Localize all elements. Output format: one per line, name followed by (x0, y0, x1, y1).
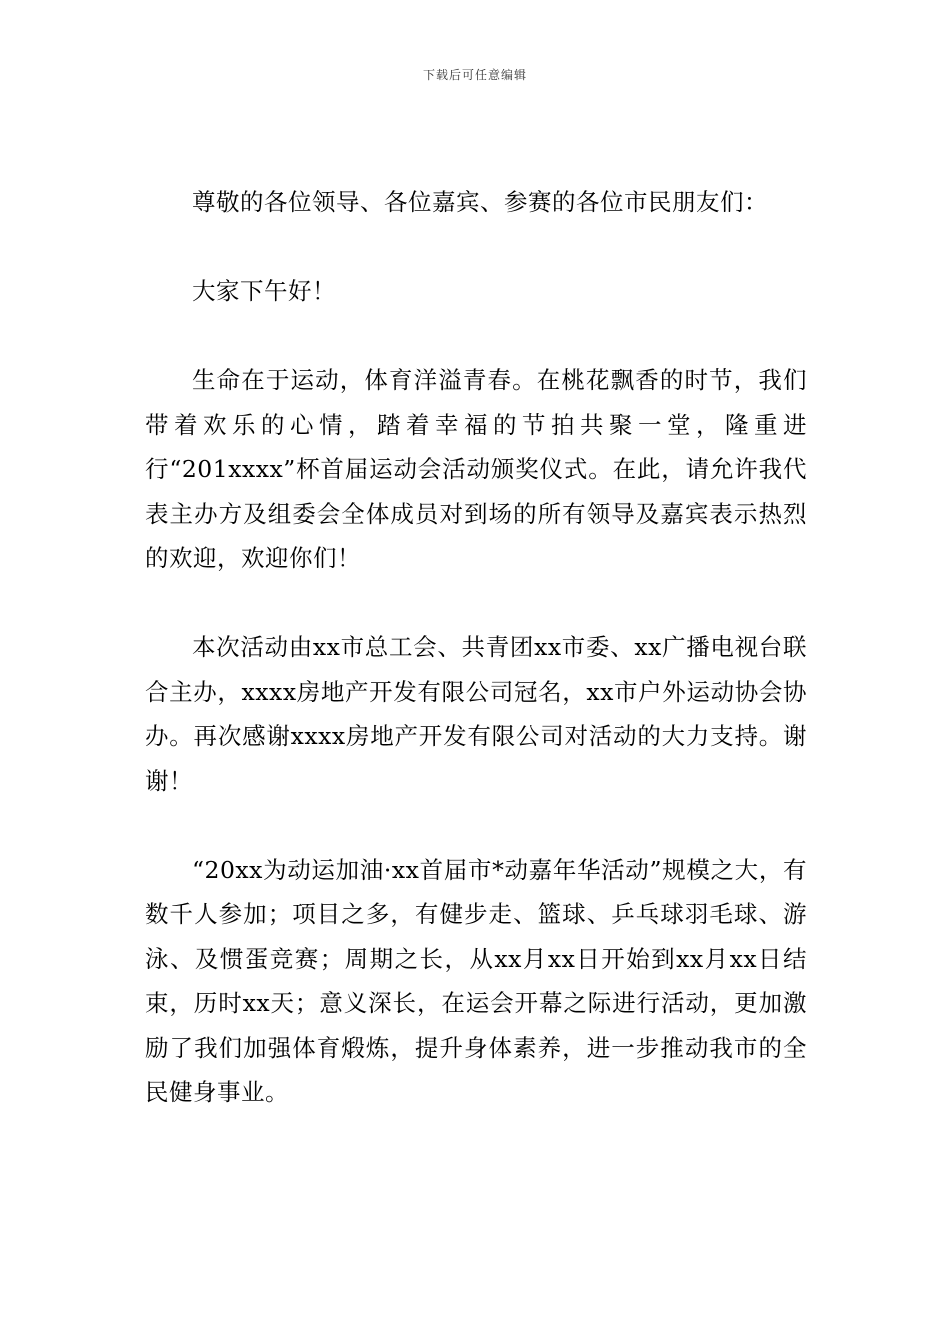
paragraph-event-summary: “20xx为动运加油·xx首届市*动嘉年华活动”规模之大，有数千人参加；项目之多，有健步走、篮球、乒乓球羽毛球、游泳、及惯蛋竞赛；周期之长，从xx月xx日开始到xx月xx日结束，历时xx天；意义深长，在运会开幕之际进行活动，更加激励了我们加强体育煅炼，提升身体素养，进一步推动我市的全民健身事业。 (145, 855, 807, 1106)
document-body (145, 180, 807, 1115)
paragraph-gap (145, 581, 807, 626)
header-note: 下载后可任意编辑 (422, 68, 527, 82)
paragraph-welcome: 生命在于运动，体育洋溢青春。在桃花飘香的时节，我们带着欢乐的心情，踏着幸福的节拍共聚一堂，隆重进行“201xxxx”杯首届运动会活动颁奖仪式。在此，请允许我代表主办方及组委会全体成员对到场的所有领导及嘉宾表示热烈的欢迎，欢迎你们！ (145, 366, 807, 572)
paragraph-gap (145, 803, 807, 848)
paragraph-organizers: 本次活动由xx市总工会、共青团xx市委、xx广播电视台联合主办，xxxx房地产开发有限公司冠名，xx市户外运动协会协办。再次感谢xxxx房地产开发有限公司对活动的大力支持。谢谢！ (145, 633, 807, 795)
paragraph-salutation: 尊敬的各位领导、各位嘉宾、参赛的各位市民朋友们： (192, 188, 768, 216)
paragraph-greeting: 大家下午好！ (192, 277, 336, 305)
paragraph-gap (145, 225, 807, 270)
paragraph-gap (145, 314, 807, 359)
